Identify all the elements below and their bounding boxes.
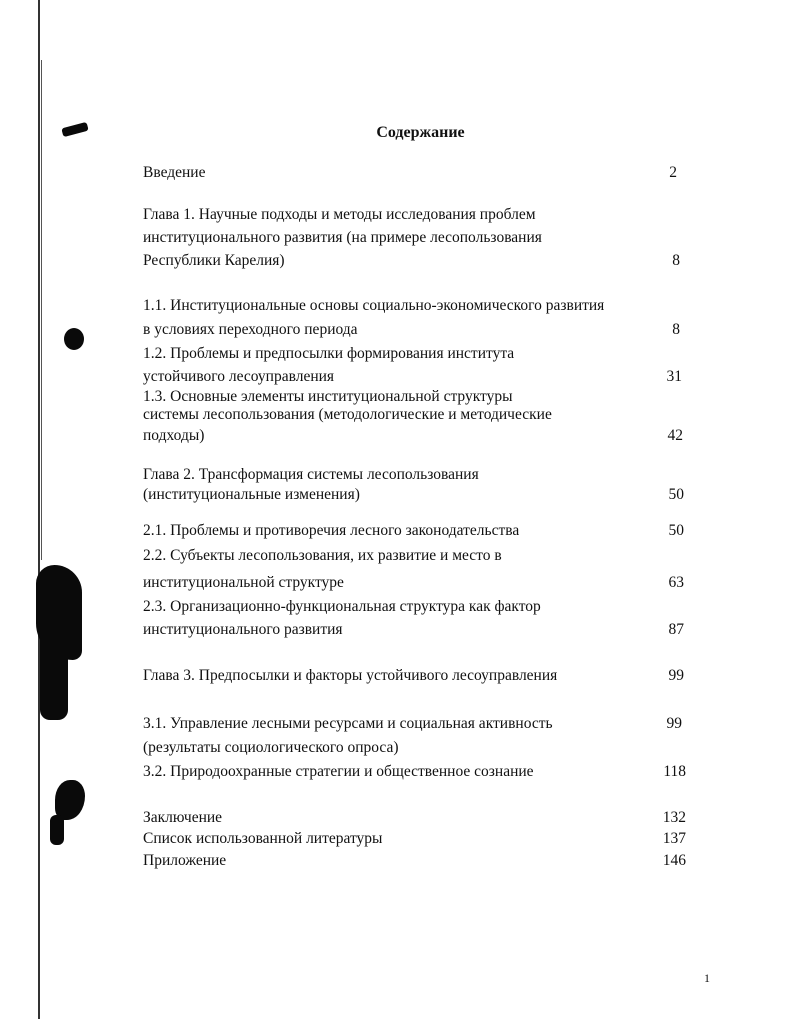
toc-entry-text: Введение: [143, 164, 206, 181]
toc-page-number: 50: [668, 522, 684, 539]
toc-entry-text: в условиях переходного периода: [143, 321, 358, 338]
scan-edge-line: [38, 0, 40, 1019]
hole-punch-mark: [64, 328, 84, 350]
toc-entry-text: 1.1. Институциональные основы социально-экономического развития: [143, 297, 605, 314]
toc-entry-text: (результаты социологического опроса): [143, 739, 399, 756]
toc-entry-text: 2.3. Организационно-функциональная структура как фактор: [143, 598, 541, 615]
toc-entry-text: институционального развития (на примере лесопользования: [143, 229, 542, 246]
scan-blot: [55, 780, 85, 820]
toc-page-number: 132: [662, 809, 686, 826]
toc-page-number: 8: [672, 321, 680, 338]
scan-blot: [50, 815, 64, 845]
toc-page-number: 87: [668, 621, 684, 638]
toc-page-number: 118: [663, 763, 686, 780]
toc-entry-text: 2.2. Субъекты лесопользования, их развитие и место в: [143, 547, 502, 564]
toc-entry-text: Список использованной литературы: [143, 830, 383, 847]
toc-entry-text: 1.3. Основные элементы институциональной структуры: [143, 388, 513, 405]
toc-entry-text: Республики Карелия): [143, 252, 285, 269]
toc-page-number: 42: [667, 427, 683, 444]
toc-entry-text: Глава 1. Научные подходы и методы исследования проблем: [143, 206, 536, 223]
toc-page-number: 2: [669, 164, 677, 181]
toc-page-number: 63: [668, 574, 684, 591]
toc-entry-text: 1.2. Проблемы и предпосылки формирования института: [143, 345, 515, 362]
toc-entry-text: системы лесопользования (методологические и методические: [143, 406, 552, 423]
toc-entry-text: устойчивого лесоуправления: [143, 368, 335, 385]
toc-page-number: 31: [666, 368, 682, 385]
scan-blot: [40, 600, 68, 720]
toc-page-number: 146: [662, 852, 686, 869]
toc-entry-text: Приложение: [143, 852, 227, 869]
toc-page-number: 50: [668, 486, 684, 503]
page-title: Содержание: [376, 124, 465, 141]
toc-entry-text: 3.2. Природоохранные стратегии и общественное сознание: [143, 763, 534, 780]
toc-page-number: 99: [666, 715, 682, 732]
toc-entry-text: подходы): [143, 427, 205, 444]
page-number-footer: 1: [704, 971, 710, 985]
toc-page-number: 137: [662, 830, 686, 847]
toc-entry-text: 3.1. Управление лесными ресурсами и социальная активность: [143, 715, 553, 732]
toc-entry-text: Заключение: [143, 809, 223, 826]
toc-entry-text: Глава 2. Трансформация системы лесопользования: [143, 466, 479, 483]
toc-entry-text: институциональной структуре: [143, 574, 344, 591]
toc-entry-text: Глава 3. Предпосылки и факторы устойчивого лесоуправления: [143, 667, 558, 684]
toc-page-number: 8: [672, 252, 680, 269]
toc-entry-text: 2.1. Проблемы и противоречия лесного законодательства: [143, 522, 520, 539]
toc-page-number: 99: [668, 667, 684, 684]
toc-entry-text: (институциональные изменения): [143, 486, 360, 503]
toc-entry-text: институционального развития: [143, 621, 343, 638]
